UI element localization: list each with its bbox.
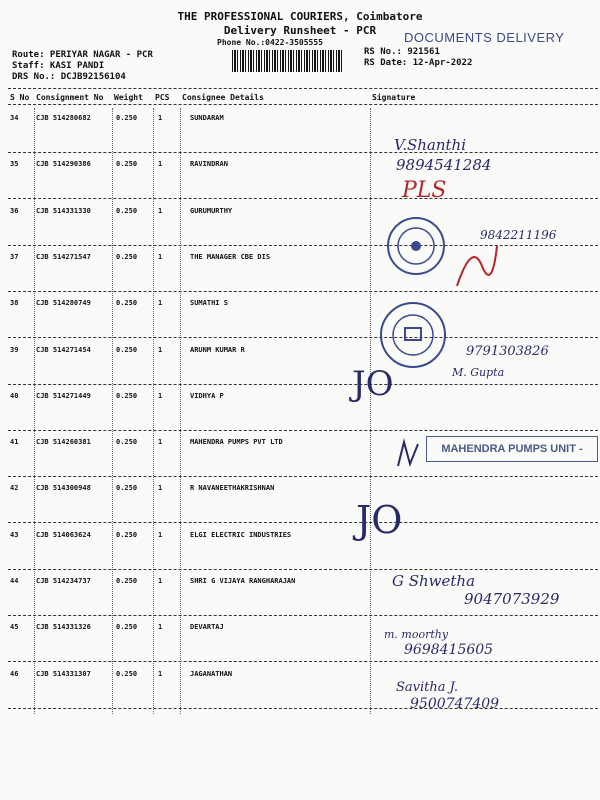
- table-row: [8, 619, 598, 663]
- ink-scribble-icon: [452, 236, 502, 296]
- row-divider: [8, 661, 598, 662]
- row-sno: 35: [10, 160, 19, 169]
- bank-seal-icon: [378, 300, 448, 370]
- row-pcs: 1: [158, 577, 163, 585]
- row-sno: 41: [10, 438, 19, 447]
- row-consignee: RAVINDRAN: [190, 160, 228, 169]
- row-divider: [8, 337, 598, 338]
- row-consignment-no: CJB 514300948: [36, 484, 91, 493]
- signature-handwriting: JO: [356, 498, 403, 542]
- row-pcs: 1: [158, 299, 163, 308]
- row-consignee: SHRI G VIJAYA RANGHARAJAN: [190, 577, 296, 585]
- row-consignment-no: CJB 514234737: [36, 577, 91, 585]
- row-consignee: JAGANATHAN: [190, 669, 233, 678]
- staff-label: Staff: KASI PANDI: [12, 61, 105, 71]
- table-row: [8, 388, 598, 432]
- signature-handwriting: Savitha J.: [396, 680, 458, 695]
- ink-scribble-icon: [394, 438, 424, 470]
- row-consignment-no: CJB 514290386: [36, 160, 91, 169]
- row-sno: 46: [10, 669, 19, 678]
- row-divider: [8, 476, 598, 477]
- signature-handwriting: PLS: [402, 178, 447, 203]
- row-pcs: 1: [158, 160, 163, 169]
- row-weight: 0.250: [116, 669, 138, 678]
- row-consignment-no: CJB 514331330: [36, 206, 91, 215]
- row-consignment-no: CJB 514331326: [36, 623, 91, 632]
- col-pcs: PCS: [155, 93, 170, 102]
- row-consignment-no: CJB 514271547: [36, 252, 91, 261]
- row-consignee: VIDHYA P: [190, 391, 224, 400]
- row-divider: [8, 569, 598, 570]
- row-pcs: 1: [158, 391, 163, 400]
- phone-number: Phone No.:0422-3505555: [217, 38, 323, 47]
- row-sno: 36: [10, 206, 19, 215]
- row-consignee: R NAVANEETHAKRISHNAN: [190, 484, 275, 493]
- row-consignee: THE MANAGER CBE DIS: [190, 252, 271, 261]
- row-weight: 0.250: [116, 252, 138, 261]
- drs-number: DRS No.: DCJB92156104: [12, 72, 126, 82]
- signature-phone: 9698415605: [404, 642, 494, 658]
- row-consignee: SUMATHI S: [190, 299, 228, 308]
- row-divider: [8, 522, 598, 523]
- table-row: [8, 295, 598, 339]
- signature-handwriting: V.Shanthi: [394, 136, 467, 154]
- table-row: [8, 249, 598, 293]
- signature-handwriting: G Shwetha: [392, 572, 476, 590]
- table-row: [8, 110, 598, 154]
- header-divider: [8, 88, 598, 89]
- row-consignee: GURUMURTHY: [190, 206, 233, 215]
- row-sno: 44: [10, 577, 19, 585]
- signature-phone: 9791303826: [466, 344, 549, 359]
- row-divider: [8, 152, 598, 153]
- col-consignee: Consignee Details: [182, 93, 264, 102]
- col-signature: Signature: [372, 93, 416, 102]
- row-sno: 42: [10, 484, 19, 493]
- row-divider: [8, 615, 598, 616]
- signature-phone: 9894541284: [396, 156, 492, 174]
- row-pcs: 1: [158, 623, 163, 632]
- row-divider: [8, 245, 598, 246]
- row-divider: [8, 291, 598, 292]
- row-divider: [8, 708, 598, 709]
- row-consignment-no: CJB 514271454: [36, 345, 91, 354]
- table-row: [8, 480, 598, 524]
- row-consignee: SUNDARAM: [190, 114, 224, 122]
- signature-handwriting: JO: [352, 364, 394, 404]
- row-consignee: DEVARTAJ: [190, 623, 224, 632]
- row-pcs: 1: [158, 438, 163, 447]
- row-consignment-no: CJB 514271449: [36, 391, 91, 400]
- row-divider: [8, 384, 598, 385]
- row-sno: 34: [10, 114, 19, 122]
- row-sno: 45: [10, 623, 19, 632]
- row-weight: 0.250: [116, 391, 138, 400]
- signature-phone: 9500747409: [410, 696, 500, 712]
- row-weight: 0.250: [116, 623, 138, 632]
- row-weight: 0.250: [116, 438, 138, 447]
- row-sno: 37: [10, 252, 19, 261]
- row-divider: [8, 198, 598, 199]
- row-sno: 40: [10, 391, 19, 400]
- col-consignment: Consignment No: [36, 93, 104, 102]
- row-consignee: ELGI ELECTRIC INDUSTRIES: [190, 530, 292, 539]
- company-title: THE PROFESSIONAL COURIERS, Coimbatore: [177, 10, 423, 23]
- barcode: [232, 50, 342, 72]
- row-pcs: 1: [158, 252, 163, 261]
- documents-delivery-stamp: DOCUMENTS DELIVERY: [404, 30, 565, 45]
- rs-date: RS Date: 12-Apr-2022: [364, 58, 473, 68]
- row-pcs: 1: [158, 114, 163, 122]
- rs-number: RS No.: 921561: [364, 47, 440, 57]
- sheet-title: Delivery Runsheet - PCR: [223, 24, 377, 37]
- bank-seal-icon: [386, 216, 446, 276]
- row-sno: 39: [10, 345, 19, 354]
- row-consignment-no: CJB 514260381: [36, 438, 91, 447]
- signature-phone: 9842211196: [480, 228, 557, 242]
- row-weight: 0.250: [116, 160, 138, 169]
- company-stamp: MAHENDRA PUMPS UNIT -: [426, 436, 598, 462]
- row-consignment-no: CJB 514331307: [36, 669, 91, 678]
- signature-phone: 9047073929: [464, 590, 560, 608]
- row-weight: 0.250: [116, 577, 138, 585]
- route-label: Route: PERIYAR NAGAR - PCR: [12, 50, 153, 60]
- row-consignment-no: CJB 514280749: [36, 299, 91, 308]
- table-row: [8, 666, 598, 710]
- table-row: [8, 156, 598, 200]
- row-consignee: MAHENDRA PUMPS PVT LTD: [190, 438, 283, 447]
- row-pcs: 1: [158, 345, 163, 354]
- signature-handwriting: m. moorthy: [384, 628, 449, 641]
- row-sno: 38: [10, 299, 19, 308]
- row-pcs: 1: [158, 206, 163, 215]
- row-weight: 0.250: [116, 484, 138, 493]
- col-sno: S No: [10, 93, 30, 102]
- table-row: [8, 527, 598, 571]
- row-consignment-no: CJB 514280682: [36, 114, 91, 122]
- col-weight: Weight: [114, 93, 143, 102]
- row-consignment-no: CJB 514063624: [36, 530, 91, 539]
- row-weight: 0.250: [116, 114, 138, 122]
- row-weight: 0.250: [116, 299, 138, 308]
- row-sno: 43: [10, 530, 19, 539]
- row-weight: 0.250: [116, 530, 138, 539]
- row-pcs: 1: [158, 530, 163, 539]
- row-pcs: 1: [158, 669, 163, 678]
- row-weight: 0.250: [116, 206, 138, 215]
- row-weight: 0.250: [116, 345, 138, 354]
- row-pcs: 1: [158, 484, 163, 493]
- row-divider: [8, 430, 598, 431]
- column-header-divider: [8, 104, 598, 105]
- signature-handwriting: M. Gupta: [452, 366, 505, 379]
- row-consignee: ARUNM KUMAR R: [190, 345, 245, 354]
